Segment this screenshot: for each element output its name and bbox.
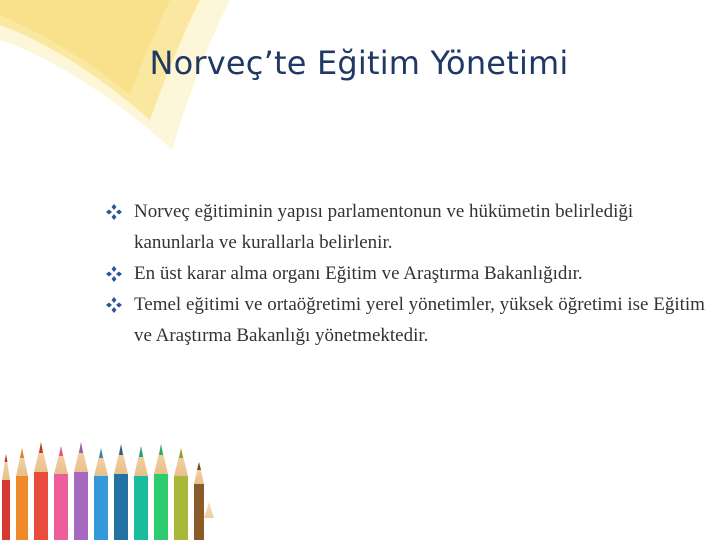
diamond-quad-bullet-icon <box>106 266 122 282</box>
diamond-quad-bullet-icon <box>106 204 122 220</box>
bullet-item: En üst karar alma organı Eğitim ve Araştırma Bakanlığıdır. <box>106 258 716 289</box>
bullet-list <box>106 196 716 351</box>
diamond-quad-bullet-icon <box>106 297 122 313</box>
bullet-item: Temel eğitimi ve ortaöğretimi yerel yönetimler, yüksek öğretimi ise Eğitim ve Araştırma Bakanlığı yönetmektedir. <box>106 289 716 351</box>
bullet-item: Norveç eğitiminin yapısı parlamentonun ve hükümetin belirlediği kanunlarla ve kurallarla belirlenir. <box>106 196 716 258</box>
slide-title: Norveç’te Eğitim Yönetimi <box>149 44 569 82</box>
colored-pencils-image <box>0 440 240 540</box>
